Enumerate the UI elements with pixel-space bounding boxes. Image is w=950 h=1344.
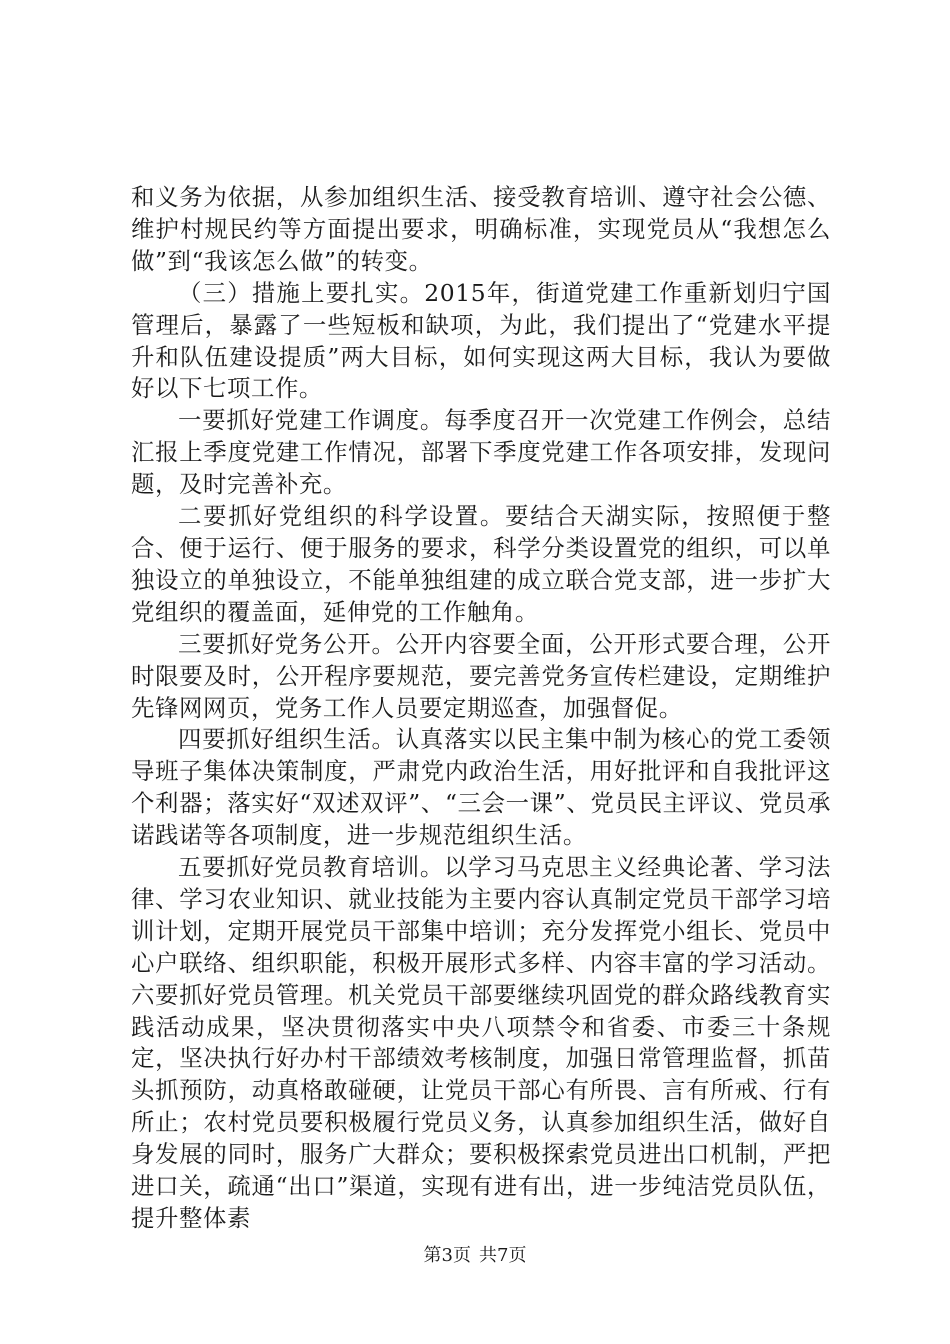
body-text xyxy=(131,182,831,1235)
paragraph: 四要抓好组织生活。认真落实以民主集中制为核心的党工委领导班子集体决策制度，严肃党内政治生活，用好批评和自我批评这个利器；落实好“双述双评”、“三会一课”、党员民主评议、党员承诺践诺等各项制度，进一步规范组织生活。 xyxy=(131,725,831,850)
paragraph: 三要抓好党务公开。公开内容要全面，公开形式要合理，公开时限要及时，公开程序要规范，要完善党务宣传栏建设，定期维护先锋网网页，党务工作人员要定期巡查，加强督促。 xyxy=(131,629,831,722)
paragraph: 二要抓好党组织的科学设置。要结合天湖实际，按照便于整合、便于运行、便于服务的要求，科学分类设置党的组织，可以单独设立的单独设立，不能单独组建的成立联合党支部，进一步扩大党组织的覆盖面，延伸党的工作触角。 xyxy=(131,502,831,626)
paragraph: 五要抓好党员教育培训。以学习马克思主义经典论著、学习法律、学习农业知识、就业技能为主要内容认真制定党员干部学习培训计划，定期开展党员干部集中培训；充分发挥党小组长、党员中心户联络、组织职能，积极开展形式多样、内容丰富的学习活动。六要抓好党员管理。机关党员干部要继续巩固党的群众路线教育实践活动成果，坚决贯彻落实中央八项禁令和省委、市委三十条规定，坚决执行好办村干部绩效考核制度，加强日常管理监督，抓苗头抓预防，动真格敢碰硬，让党员干部心有所畏、言有所戒、行有所止；农村党员要积极履行党员义务，认真参加组织生活，做好自身发展的同时，服务广大群众；要积极探索党员进出口机制，严把进口关，疏通“出口”渠道，实现有进有出，进一步纯洁党员队伍，提升整体素 xyxy=(131,853,831,1232)
page-footer xyxy=(0,1244,950,1268)
paragraph: （三）措施上要扎实。2015年，街道党建工作重新划归宁国管理后，暴露了一些短板和缺项，为此，我们提出了“党建水平提升和队伍建设提质”两大目标，如何实现这两大目标，我认为要做好以下七项工作。 xyxy=(131,278,831,403)
page-number: 第3页 xyxy=(423,1245,471,1266)
paragraph: 一要抓好党建工作调度。每季度召开一次党建工作例会，总结汇报上季度党建工作情况，部署下季度党建工作各项安排，发现问题，及时完善补充。 xyxy=(131,406,831,499)
page-total: 共7页 xyxy=(479,1245,527,1266)
paragraph: 和义务为依据，从参加组织生活、接受教育培训、遵守社会公德、维护村规民约等方面提出要求，明确标准，实现党员从“我想怎么做”到“我该怎么做”的转变。 xyxy=(131,183,831,275)
